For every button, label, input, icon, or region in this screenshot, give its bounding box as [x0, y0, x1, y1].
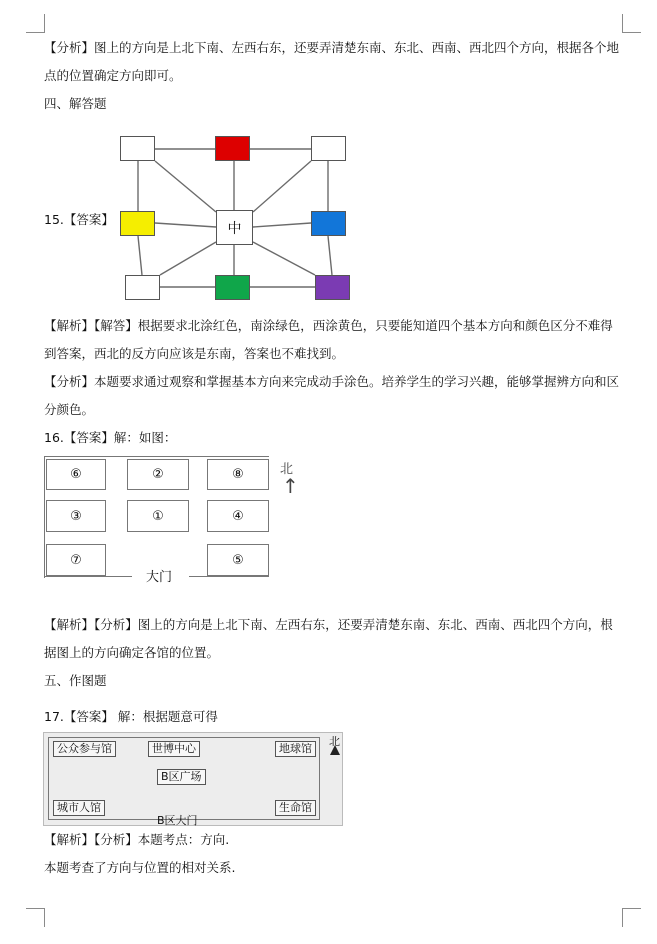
q15-label: 15.【答案】 [44, 212, 114, 227]
road-left [44, 456, 45, 578]
box-center [216, 210, 253, 245]
expo-center: 世博中心 [148, 741, 200, 757]
section-heading-4: 四、解答题 [44, 96, 107, 111]
section-heading-5: 五、作图题 [44, 673, 107, 688]
north-label: 北 [280, 462, 294, 477]
building-7: ⑦ [46, 544, 106, 576]
q17-label: 17.【答案】 解：根据题意可得 [44, 709, 218, 724]
road-bottom-right [189, 576, 269, 577]
explanation-paragraph-2: 到答案，西北的反方向应该是东南，答案也不难找到。 [44, 346, 345, 361]
corner-mark-top-right [622, 14, 641, 33]
box-southwest [125, 275, 160, 300]
connector-line [253, 223, 311, 227]
explanation-paragraph-3: 【解析】【分析】图上的方向是上北下南、左西右东，还要弄清楚东南、东北、西南、西北四个方向，根 [44, 617, 613, 632]
connector-line [155, 223, 216, 227]
q16-label: 16.【答案】解：如图： [44, 430, 177, 445]
building-2: ② [127, 459, 189, 490]
road-top [44, 456, 269, 457]
map-north-label: 北 [329, 735, 340, 748]
center-label: 中 [227, 220, 242, 237]
corner-mark-bottom-left [26, 908, 45, 927]
explanation-paragraph-1: 【解析】【解答】根据要求北涂红色，南涂绿色，西涂黄色，只要能知道四个基本方向和颜色区分不难得 [44, 318, 613, 333]
building-8: ⑧ [207, 459, 269, 490]
building-1: ① [127, 500, 189, 532]
b-zone-plaza: B区广场 [157, 769, 206, 785]
box-northwest [120, 136, 155, 161]
analysis-paragraph-1: 【分析】图上的方向是上北下南、左西右东，还要弄清楚东南、东北、西南、西北四个方向，根据各个地 [44, 40, 620, 55]
q17-expo-map [43, 732, 343, 826]
connector-line [155, 161, 216, 212]
box-northeast [311, 136, 346, 161]
building-3: ③ [46, 500, 106, 532]
public-participation-pavilion: 公众参与馆 [53, 741, 116, 757]
corner-mark-top-left [26, 14, 45, 33]
q15-color-diagram [112, 130, 357, 305]
box-southeast [315, 275, 350, 300]
box-north [215, 136, 250, 161]
urban-people-pavilion: 城市人馆 [53, 800, 105, 816]
analysis-paragraph-2: 点的位置确定方向即可。 [44, 68, 182, 83]
corner-mark-bottom-right [622, 908, 641, 927]
north-arrow-icon: ↑ [282, 474, 299, 498]
explanation-paragraph-6: 本题考查了方向与位置的相对关系. [44, 860, 236, 875]
building-5: ⑤ [207, 544, 269, 576]
gate-label: 大门 [144, 566, 174, 585]
building-4: ④ [207, 500, 269, 532]
connector-line [138, 236, 142, 275]
road-bottom-left [44, 576, 132, 577]
box-south [215, 275, 250, 300]
map-north-arrow-icon [330, 745, 340, 755]
analysis-paragraph-4: 分颜色。 [44, 402, 95, 417]
connector-line [160, 242, 216, 275]
life-pavilion: 生命馆 [275, 800, 316, 816]
q16-exhibition-map [44, 452, 304, 585]
building-6: ⑥ [46, 459, 106, 490]
explanation-paragraph-4: 据图上的方向确定各馆的位置。 [44, 645, 220, 660]
b-zone-gate: B区大门 [157, 814, 198, 827]
analysis-paragraph-3: 【分析】本题要求通过观察和掌握基本方向来完成动手涂色。培养学生的学习兴趣，能够掌握辨方向和区 [44, 374, 620, 389]
connector-line [253, 161, 311, 212]
box-east [311, 211, 346, 236]
connector-line [328, 236, 332, 275]
connector-line [253, 242, 315, 275]
explanation-paragraph-5: 【解析】【分析】本题考点：方向. [44, 832, 230, 847]
earth-pavilion: 地球馆 [275, 741, 316, 757]
box-west [120, 211, 155, 236]
